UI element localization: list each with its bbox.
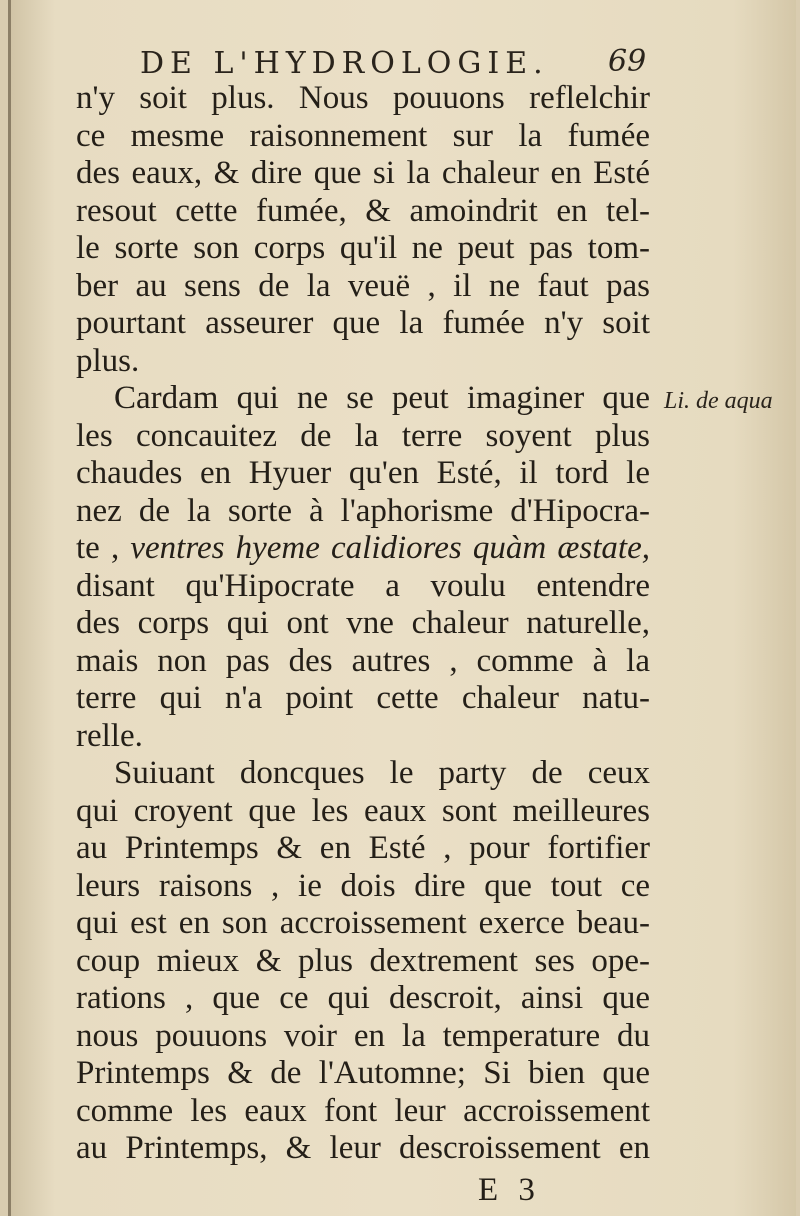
running-head: DE L'HYDROLOGIE. bbox=[140, 46, 549, 81]
text-line: comme les eaux font leur accroissement bbox=[76, 1092, 650, 1129]
text-line: qui croyent que les eaux sont meilleures bbox=[76, 792, 650, 829]
text-line: au Printemps & en Esté , pour fortifier bbox=[76, 830, 650, 866]
text-line: Cardam qui ne se peut imaginer que bbox=[114, 380, 650, 416]
text-line: les concauitez de la terre soyent plus bbox=[76, 417, 650, 454]
text-line: des corps qui ont vne chaleur naturelle, bbox=[76, 605, 650, 641]
text-line: disant qu'Hipocrate a voulu entendre bbox=[76, 567, 650, 604]
text-line: resout cette fumée, & amoindrit en tel- bbox=[76, 192, 650, 229]
margin-note: Li. de aqua bbox=[664, 388, 773, 414]
text-line: n'y soit plus. Nous pouuons reflelchir bbox=[76, 80, 650, 116]
page-edge bbox=[8, 0, 11, 1216]
text-line: nous pouuons voir en la temperature du bbox=[76, 1017, 650, 1054]
text-line: chaudes en Hyuer qu'en Esté, il tord le bbox=[76, 455, 650, 491]
text-line: terre qui n'a point cette chaleur natu- bbox=[76, 680, 650, 716]
signature-mark: E 3 bbox=[478, 1172, 541, 1208]
text-line: nez de la sorte à l'aphorisme d'Hipocra- bbox=[76, 492, 650, 529]
latin-quote-line: te , ventres hyeme calidiores quàm æstate, bbox=[76, 530, 650, 566]
text-line: Printemps & de l'Automne; Si bien que bbox=[76, 1055, 650, 1091]
text-line: leurs raisons , ie dois dire que tout ce bbox=[76, 867, 650, 904]
text-line: Suiuant doncques le party de ceux bbox=[114, 755, 650, 791]
text-line: ce mesme raisonnement sur la fumée bbox=[76, 117, 650, 154]
latin-aphorism: ventres hyeme calidiores quàm æstate, bbox=[130, 530, 650, 566]
page-number: 69 bbox=[608, 44, 647, 79]
body-text bbox=[76, 80, 650, 1168]
text-line: ber au sens de la veuë , il ne faut pas bbox=[76, 267, 650, 304]
text-line: pourtant asseurer que la fumée n'y soit bbox=[76, 305, 650, 341]
text-line: coup mieux & plus dextrement ses ope- bbox=[76, 942, 650, 979]
text-line: relle. bbox=[76, 717, 143, 754]
text-line: mais non pas des autres , comme à la bbox=[76, 642, 650, 679]
text-line: au Printemps, & leur descroissement en bbox=[76, 1130, 650, 1166]
text-line: des eaux, & dire que si la chaleur en Esté bbox=[76, 155, 650, 191]
text-line: rations , que ce qui descroit, ainsi que bbox=[76, 980, 650, 1016]
text-line: le sorte son corps qu'il ne peut pas tom- bbox=[76, 230, 650, 266]
text-line: qui est en son accroissement exerce beau- bbox=[76, 905, 650, 941]
text-line: plus. bbox=[76, 342, 140, 379]
